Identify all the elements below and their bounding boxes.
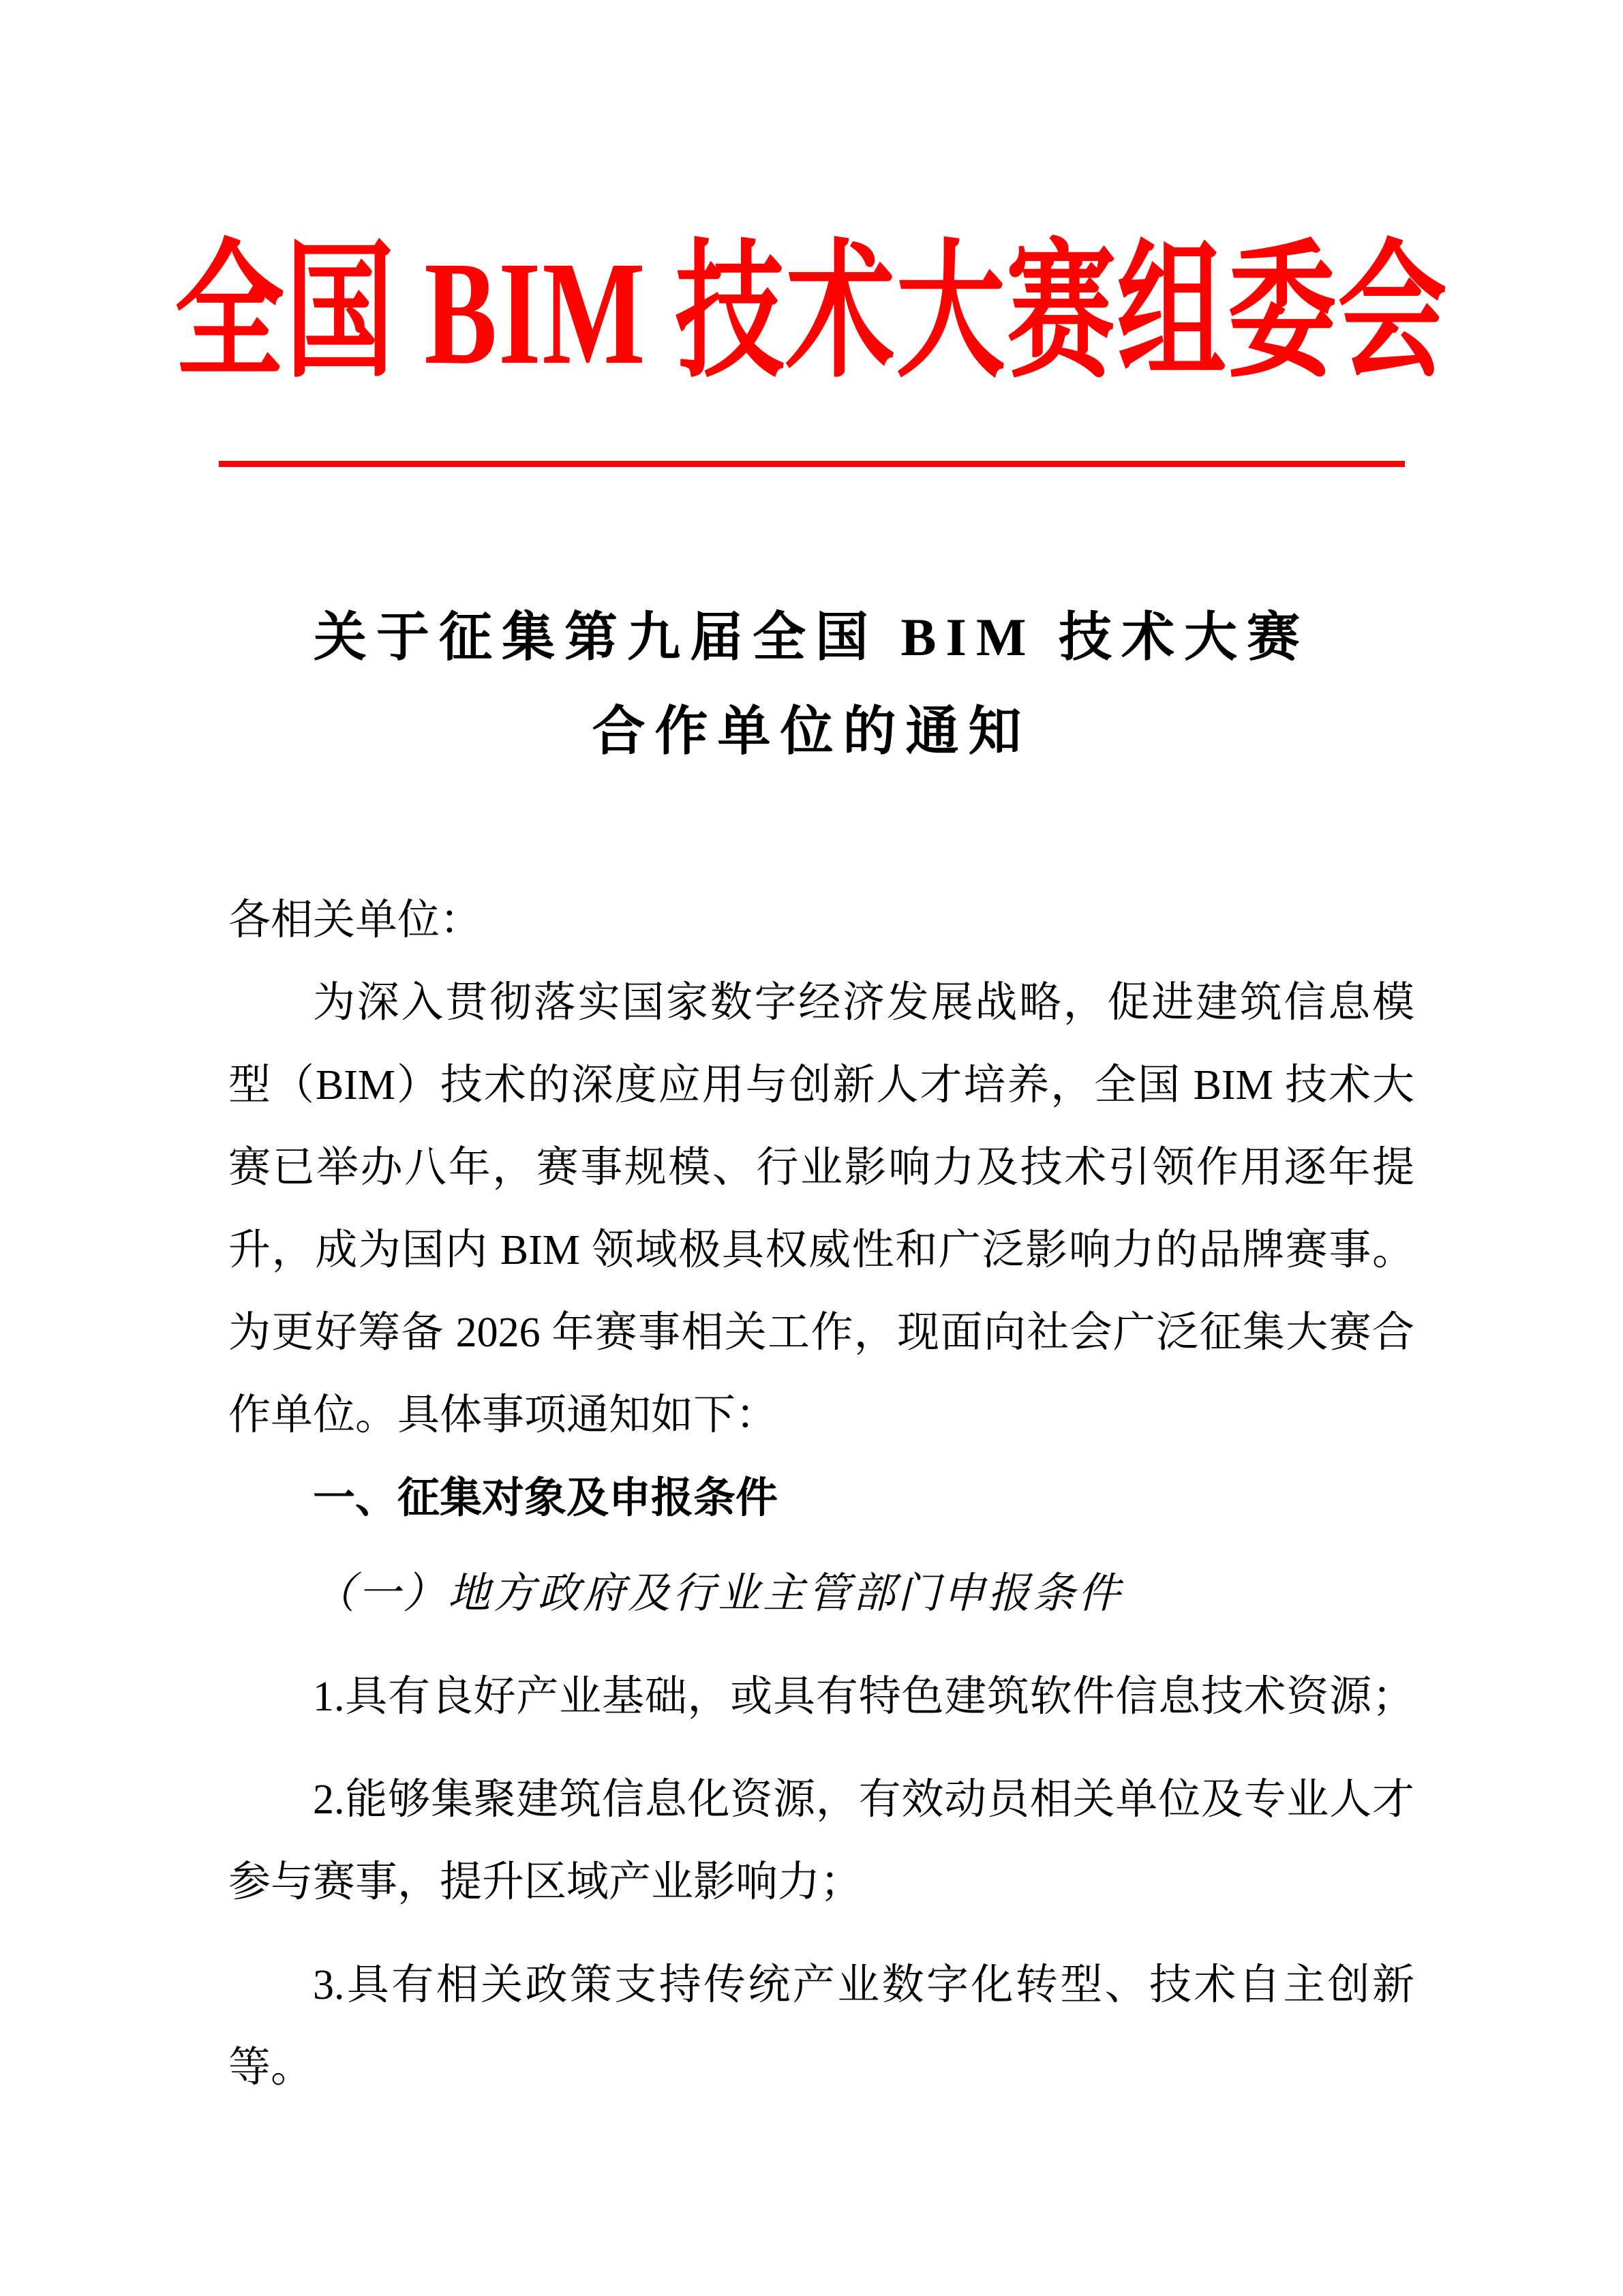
letterhead: [0, 230, 1623, 395]
section-1-1-subheading: （一）地方政府及行业主管部门申报条件: [313, 1571, 1123, 1617]
condition-item-2-line-1: 2.能够集聚建筑信息化资源，有效动员相关单位及专业人才: [313, 1777, 1414, 1823]
salutation-line: 各相关单位：: [228, 897, 483, 943]
document-body: [228, 879, 1414, 2109]
section-1-heading: 一、征集对象及申报条件: [313, 1475, 778, 1522]
intro-line-6: 作单位。具体事项通知如下：: [228, 1392, 778, 1438]
condition-item-2-line-2: 参与赛事，提升区域产业影响力；: [228, 1859, 863, 1905]
red-divider-rule: [219, 461, 1405, 467]
intro-line-1: 为深入贯彻落实国家数字经济发展战略，促进建筑信息模: [313, 980, 1414, 1026]
document-title-line-1: 关于征集第九届全国 BIM 技术大赛: [313, 607, 1309, 667]
document-title: [0, 590, 1623, 779]
intro-line-3: 赛已举办八年，赛事规模、行业影响力及技术引领作用逐年提: [228, 1145, 1414, 1191]
condition-item-3-line-2: 等。: [228, 2044, 314, 2091]
intro-paragraph: [228, 962, 1414, 1457]
condition-item-2: [228, 1759, 1414, 1924]
intro-line-5: 为更好筹备 2026 年赛事相关工作，现面向社会广泛征集大赛合: [228, 1310, 1414, 1356]
condition-item-1: 1.具有良好产业基础，或具有特色建筑软件信息技术资源；: [313, 1674, 1414, 1720]
letterhead-title: 全国 BIM 技术大赛组委会: [175, 230, 1448, 395]
condition-item-3-line-1: 3.具有相关政策支持传统产业数字化转型、技术自主创新: [313, 1962, 1414, 2008]
intro-line-2: 型（BIM）技术的深度应用与创新人才培养，全国 BIM 技术大: [228, 1062, 1414, 1108]
document-title-line-2: 合作单位的通知: [592, 701, 1031, 761]
intro-line-4: 升，成为国内 BIM 领域极具权威性和广泛影响力的品牌赛事。: [228, 1227, 1414, 1273]
condition-item-3: [228, 1944, 1414, 2109]
